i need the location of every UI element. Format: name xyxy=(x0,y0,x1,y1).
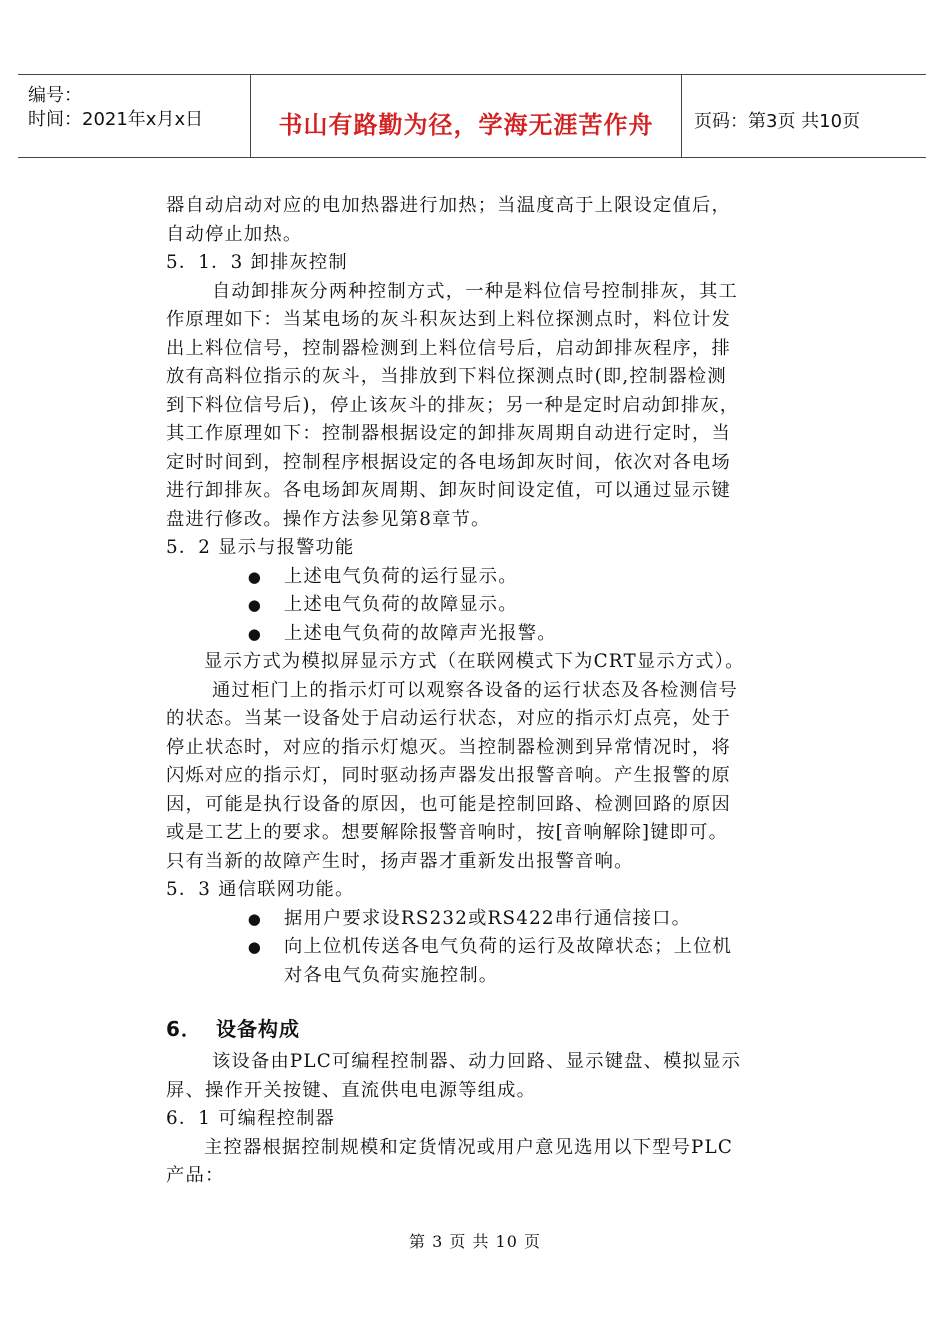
header-page-label: 页码：第3页 共10页 xyxy=(694,111,861,132)
section-heading-5-3: 5．3 通信联网功能。 xyxy=(166,879,355,900)
chapter-number: 6． xyxy=(166,1017,202,1041)
bullet-item xyxy=(166,620,788,649)
paragraph-line: 进行卸排灰。各电场卸灰周期、卸灰时间设定值，可以通过显示键 xyxy=(166,480,731,501)
paragraph-line: 自动停止加热。 xyxy=(166,223,303,245)
document-body xyxy=(166,192,788,1191)
paragraph-line: 只有当新的故障产生时，扬声器才重新发出报警音响。 xyxy=(166,850,634,872)
header-motto-cell xyxy=(251,75,682,157)
paragraph-line: 通过柜门上的指示灯可以观察各设备的运行状态及各检测信号 xyxy=(212,679,738,701)
section-heading-5-2: 5．2 显示与报警功能 xyxy=(166,537,355,558)
paragraph-line: 或是工艺上的要求。想要解除报警音响时，按[音响解除]键即可。 xyxy=(166,822,729,843)
bullet-item xyxy=(166,905,788,934)
header-motto: 书山有路勤为径，学海无涯苦作舟 xyxy=(278,111,654,139)
chapter-title: 设备构成 xyxy=(216,1017,300,1041)
bullet-text xyxy=(284,933,732,990)
paragraph-line: 到下料位信号后)，停止该灰斗的排灰；另一种是定时启动卸排灰， xyxy=(166,394,740,416)
document-number-label: 编号： xyxy=(28,85,82,106)
section-heading-6-1: 6．1 可编程控制器 xyxy=(166,1108,336,1129)
bullet-text: 据用户要求设RS232或RS422串行通信接口。 xyxy=(284,907,692,929)
paragraph-line: 闪烁对应的指示灯，同时驱动扬声器发出报警音响。产生报警的原 xyxy=(166,765,731,786)
paragraph-line: 停止状态时，对应的指示灯熄灭。当控制器检测到异常情况时，将 xyxy=(166,736,731,758)
bullet-item xyxy=(166,591,788,620)
bullet-icon: ● xyxy=(247,909,262,928)
document-header xyxy=(18,74,926,158)
paragraph-line: 定时时间到，控制程序根据设定的各电场卸灰时间，依次对各电场 xyxy=(166,451,731,473)
paragraph-line: 器自动启动对应的电加热器进行加热；当温度高于上限设定值后， xyxy=(166,195,731,216)
paragraph-line: 屏、操作开关按键、直流供电电源等组成。 xyxy=(166,1079,537,1101)
bullet-text-line: 向上位机传送各电气负荷的运行及故障状态；上位机 xyxy=(284,936,733,957)
paragraph-line: 自动卸排灰分两种控制方式，一种是料位信号控制排灰，其工 xyxy=(212,280,738,302)
page-footer: 第 3 页 共 10 页 xyxy=(409,1232,541,1251)
bullet-text: 上述电气负荷的运行显示。 xyxy=(284,565,518,587)
chapter-heading-6 xyxy=(166,1014,788,1044)
section-heading-5-1-3: 5．1．3 卸排灰控制 xyxy=(166,252,348,273)
bullet-item xyxy=(166,933,788,990)
paragraph-line: 显示方式为模拟屏显示方式（在联网模式下为CRT显示方式）。 xyxy=(204,651,745,672)
paragraph-line: 主控器根据控制规模和定货情况或用户意见选用以下型号PLC xyxy=(204,1136,734,1158)
header-meta-cell xyxy=(18,75,251,157)
paragraph-line: 出上料位信号，控制器检测到上料位信号后，启动卸排灰程序，排 xyxy=(166,337,731,359)
bullet-text-line: 对各电气负荷实施控制。 xyxy=(284,964,499,986)
bullet-item xyxy=(166,563,788,592)
bullet-icon: ● xyxy=(247,624,262,643)
document-time-label: 时间：2021年x月x日 xyxy=(28,109,204,130)
paragraph-line: 盘进行修改。操作方法参见第8章节。 xyxy=(166,508,491,530)
paragraph-line: 其工作原理如下：控制器根据设定的卸排灰周期自动进行定时，当 xyxy=(166,423,731,444)
header-page-cell xyxy=(682,75,926,157)
paragraph-line: 该设备由PLC可编程控制器、动力回路、显示键盘、模拟显示 xyxy=(212,1051,742,1072)
paragraph-line: 产品： xyxy=(166,1165,225,1186)
paragraph-line: 作原理如下：当某电场的灰斗积灰达到上料位探测点时，料位计发 xyxy=(166,309,731,330)
bullet-icon: ● xyxy=(247,567,262,586)
paragraph-line: 放有高料位指示的灰斗，当排放到下料位探测点时(即,控制器检测 xyxy=(166,366,727,387)
bullet-icon: ● xyxy=(247,938,262,956)
paragraph-line: 因，可能是执行设备的原因，也可能是控制回路、检测回路的原因 xyxy=(166,793,731,815)
bullet-text: 上述电气负荷的故障显示。 xyxy=(284,594,518,615)
bullet-text: 上述电气负荷的故障声光报警。 xyxy=(284,622,557,644)
bullet-icon: ● xyxy=(247,596,262,614)
paragraph-line: 的状态。当某一设备处于启动运行状态，对应的指示灯点亮，处于 xyxy=(166,708,731,729)
